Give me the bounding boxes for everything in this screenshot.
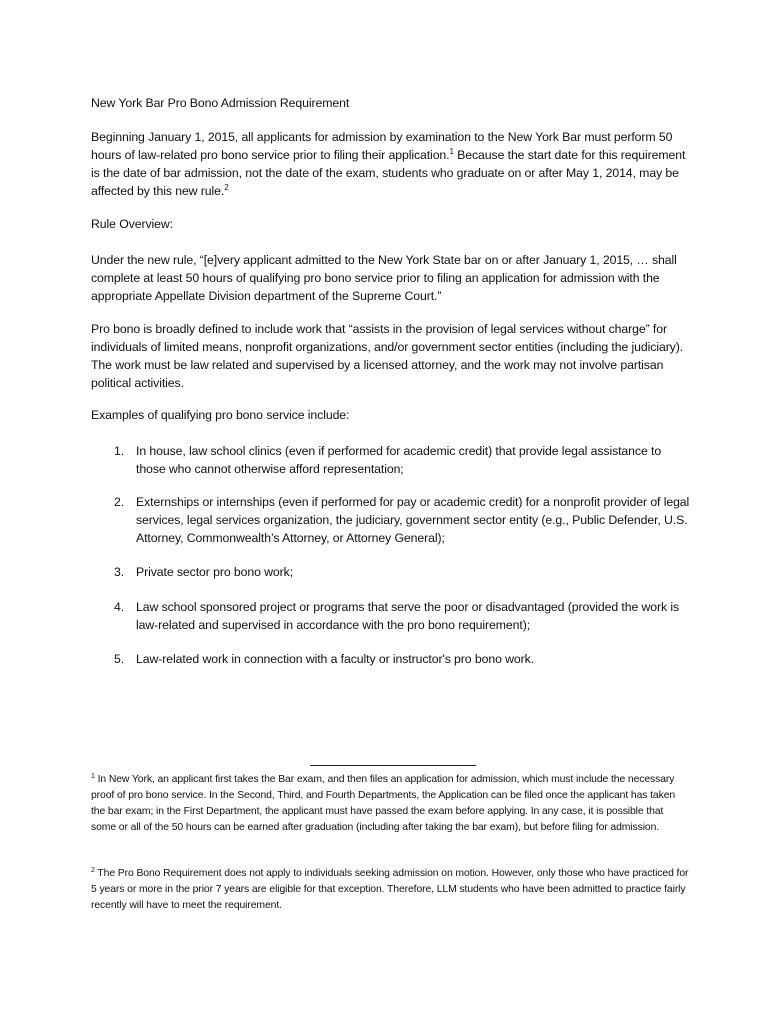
list-item-text: Law-related work in connection with a faculty or instructor's pro bono work. [136, 652, 534, 666]
footnote-mark-1: 1 [91, 773, 95, 780]
list-item-number: 5. [114, 652, 125, 666]
overview-heading: Rule Overview: [91, 217, 173, 231]
list-item-text: Law school sponsored project or programs that serve the poor or disadvantaged (provided the work is law-related and supervised in accordance with the pro bono requirement); [136, 600, 680, 632]
examples-heading: Examples of qualifying pro bono service include: [91, 408, 350, 422]
definition-paragraph: Pro bono is broadly defined to include work that “assists in the provision of legal services without charge” for individuals of limited means, nonprofit organizations, and/or government sector entities (including the judiciary). The work must be law related and supervised by a licensed attorney, and the work may not involve partisan political activities. [91, 322, 684, 390]
intro-text-1: Beginning January 1, 2015, all applicants for admission by examination to the New York Bar must perform 50 hours of law-related pro bono service prior to filing their application. [91, 130, 673, 162]
list-item-number: 1. [114, 444, 125, 458]
footnote-ref-1[interactable]: 1 [449, 147, 454, 156]
footnote-2-text: The Pro Bono Requirement does not apply to individuals seeking admission on motion. However, only those who have practiced for 5 years or more in the prior 7 years are eligible for that exception. Therefore, LLM students who have been admitted to practice fairly recently will have to meet the requirement. [91, 868, 689, 911]
list-item-text: Private sector pro bono work; [136, 565, 294, 579]
document-title: New York Bar Pro Bono Admission Requirement [91, 96, 350, 110]
list-item-number: 3. [114, 565, 125, 579]
footnote-2 [91, 866, 691, 914]
footnote-1-text: In New York, an applicant first takes the Bar exam, and then files an application for admission, which must include the necessary proof of pro bono service. In the Second, Third, and Fourth Departments, the Application can be filed once the applicant has taken the bar exam; in the First Department, the applicant must have passed the exam before applying. In any case, it is possible that some or all of the 50 hours can be earned after graduation (including after taking the bar exam), but before filing for admission. [91, 774, 676, 833]
intro-text-2: Because the start date for this requirement is the date of bar admission, not the date of the exam, students who graduate on or after May 1, 2014, may be affected by this new rule. [91, 148, 686, 198]
intro-paragraph [91, 128, 691, 200]
list-item-text: Externships or internships (even if performed for pay or academic credit) for a nonprofit provider of legal services, legal services organization, the judiciary, government sector entity (e.g., Public Defender, U.S. Attorney, Commonwealth’s Attorney, or Attorney General); [136, 495, 690, 545]
footnote-separator [310, 765, 476, 766]
footnote-ref-2[interactable]: 2 [224, 183, 229, 192]
list-item-text: In house, law school clinics (even if performed for academic credit) that provide legal assistance to those who cannot otherwise afford representation; [136, 444, 662, 476]
footnote-mark-2: 2 [91, 867, 95, 874]
list-item-number: 4. [114, 600, 125, 614]
footnote-1 [91, 772, 691, 836]
list-item-number: 2. [114, 495, 125, 509]
quote-paragraph: Under the new rule, “[e]very applicant admitted to the New York State bar on or after January 1, 2015, … shall complete at least 50 hours of qualifying pro bono service prior to filing an application for admission with the appropriate Appellate Division department of the Supreme Court.” [91, 253, 677, 303]
